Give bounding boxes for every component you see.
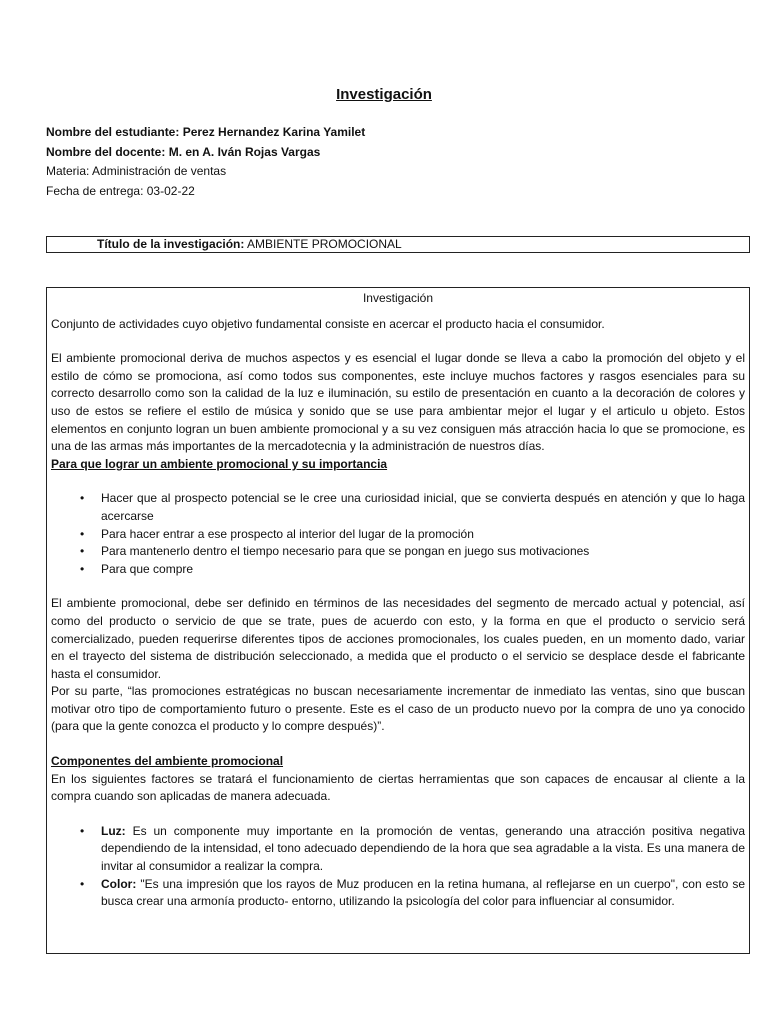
content-heading: Investigación bbox=[362, 291, 434, 305]
paragraph-factors: En los siguientes factores se tratará el funcionamiento de ciertas herramientas que son capaces de encausar al cliente a la compra cuando son aplicadas de manera adecuada. bbox=[51, 771, 745, 804]
meta-date: Fecha de entrega: 03-02-22 bbox=[46, 183, 195, 198]
research-title-label: Título de la investigación: bbox=[97, 237, 245, 251]
research-title-box bbox=[46, 236, 750, 253]
research-content-box bbox=[46, 287, 750, 954]
list-item: • Color: "Es una impresión que los rayos de Muz producen en la retina humana, al reflejarse en un cuerpo", con esto se busca crear una armonía producto- entorno, utilizando la psicología del color para influenciar al consumidor. bbox=[80, 876, 745, 909]
bullet-icon: • bbox=[80, 876, 85, 891]
bullet-icon: • bbox=[80, 491, 85, 506]
paragraph-ambient: El ambiente promocional deriva de muchos aspectos y es esencial el lugar donde se lleva a cabo la promoción del objeto y el estilo de cómo se promociona, así como todos sus componentes, este incluye muchos factores y rasgos esenciales para su correcto desarrollo como son la calidad de la luz e iluminación, su estilo de presentación en cuanto a la decoración de colores y uso de estos se refiere el estilo de música y sonido que se use para ambientar mejor el lugar y el articulo u objeto. Estos elementos en conjunto logran un buen ambiente promocional y a su vez consiguen más atracción hacia lo que se promocione, es una de las armas más importantes de la mercadotecnia y la administración de nuestros días. bbox=[51, 351, 745, 454]
research-title-value: AMBIENTE PROMOCIONAL bbox=[247, 237, 402, 251]
list-item: • Luz: Es un componente muy importante en la promoción de ventas, generando una atracción positiva negativa dependiendo de la intensidad, el tono adecuado dependiendo de la hora que sea agradable a la vista. Es una manera de invitar al consumidor a realizar la compra. bbox=[80, 823, 745, 874]
paragraph-definition-segment: El ambiente promocional, debe ser definido en términos de las necesidades del segmento de mercado actual y potencial, así como del producto o servicio de que se trate, pues de acuerdo con esto, y la forma en que el producto o servicio será comercializado, pueden requerirse diferentes tipos de acciones promocionales, los cuales pueden, en un momento dado, variar en el trayecto del sistema de distribución seleccionado, a medida que el producto o el servicio se desplace desde el fabricante hasta el consumidor. bbox=[51, 596, 745, 681]
bullet-icon: • bbox=[80, 544, 85, 559]
subheading-importance: Para que lograr un ambiente promocional y su importancia bbox=[51, 456, 388, 471]
meta-teacher: Nombre del docente: M. en A. Iván Rojas Vargas bbox=[46, 144, 321, 159]
list-item: • Para mantenerlo dentro el tiempo necesario para que se pongan en juego sus motivaciones bbox=[101, 543, 745, 561]
meta-student: Nombre del estudiante: Perez Hernandez Karina Yamilet bbox=[46, 125, 366, 139]
subheading-components: Componentes del ambiente promocional bbox=[51, 754, 284, 769]
document-meta bbox=[46, 123, 726, 201]
paragraph-strategic: Por su parte, “las promociones estratégicas no buscan necesariamente incrementar de inmediato las ventas, sino que buscan motivar otro tipo de comportamiento futuro o presente. Este es el caso de un producto nuevo por la compra de uno ya conocido (para que la gente conozca el producto y lo compre después)”. bbox=[51, 684, 745, 734]
importance-list bbox=[51, 490, 745, 578]
meta-subject: Materia: Administración de ventas bbox=[46, 164, 227, 178]
bullet-icon: • bbox=[80, 561, 85, 576]
paragraph-definition: Conjunto de actividades cuyo objetivo fundamental consiste en acercar el producto hacia el consumidor. bbox=[51, 316, 605, 331]
list-item: • Hacer que al prospecto potencial se le cree una curiosidad inicial, que se convierta después en atención y que lo haga acercarse bbox=[80, 491, 745, 523]
bullet-icon: • bbox=[80, 823, 85, 838]
bullet-icon: • bbox=[80, 526, 85, 541]
list-item: • Para que compre bbox=[101, 561, 745, 579]
list-item: • Para hacer entrar a ese prospecto al interior del lugar de la promoción bbox=[101, 526, 745, 544]
page-title: Investigación bbox=[336, 86, 432, 103]
components-list bbox=[51, 823, 745, 911]
